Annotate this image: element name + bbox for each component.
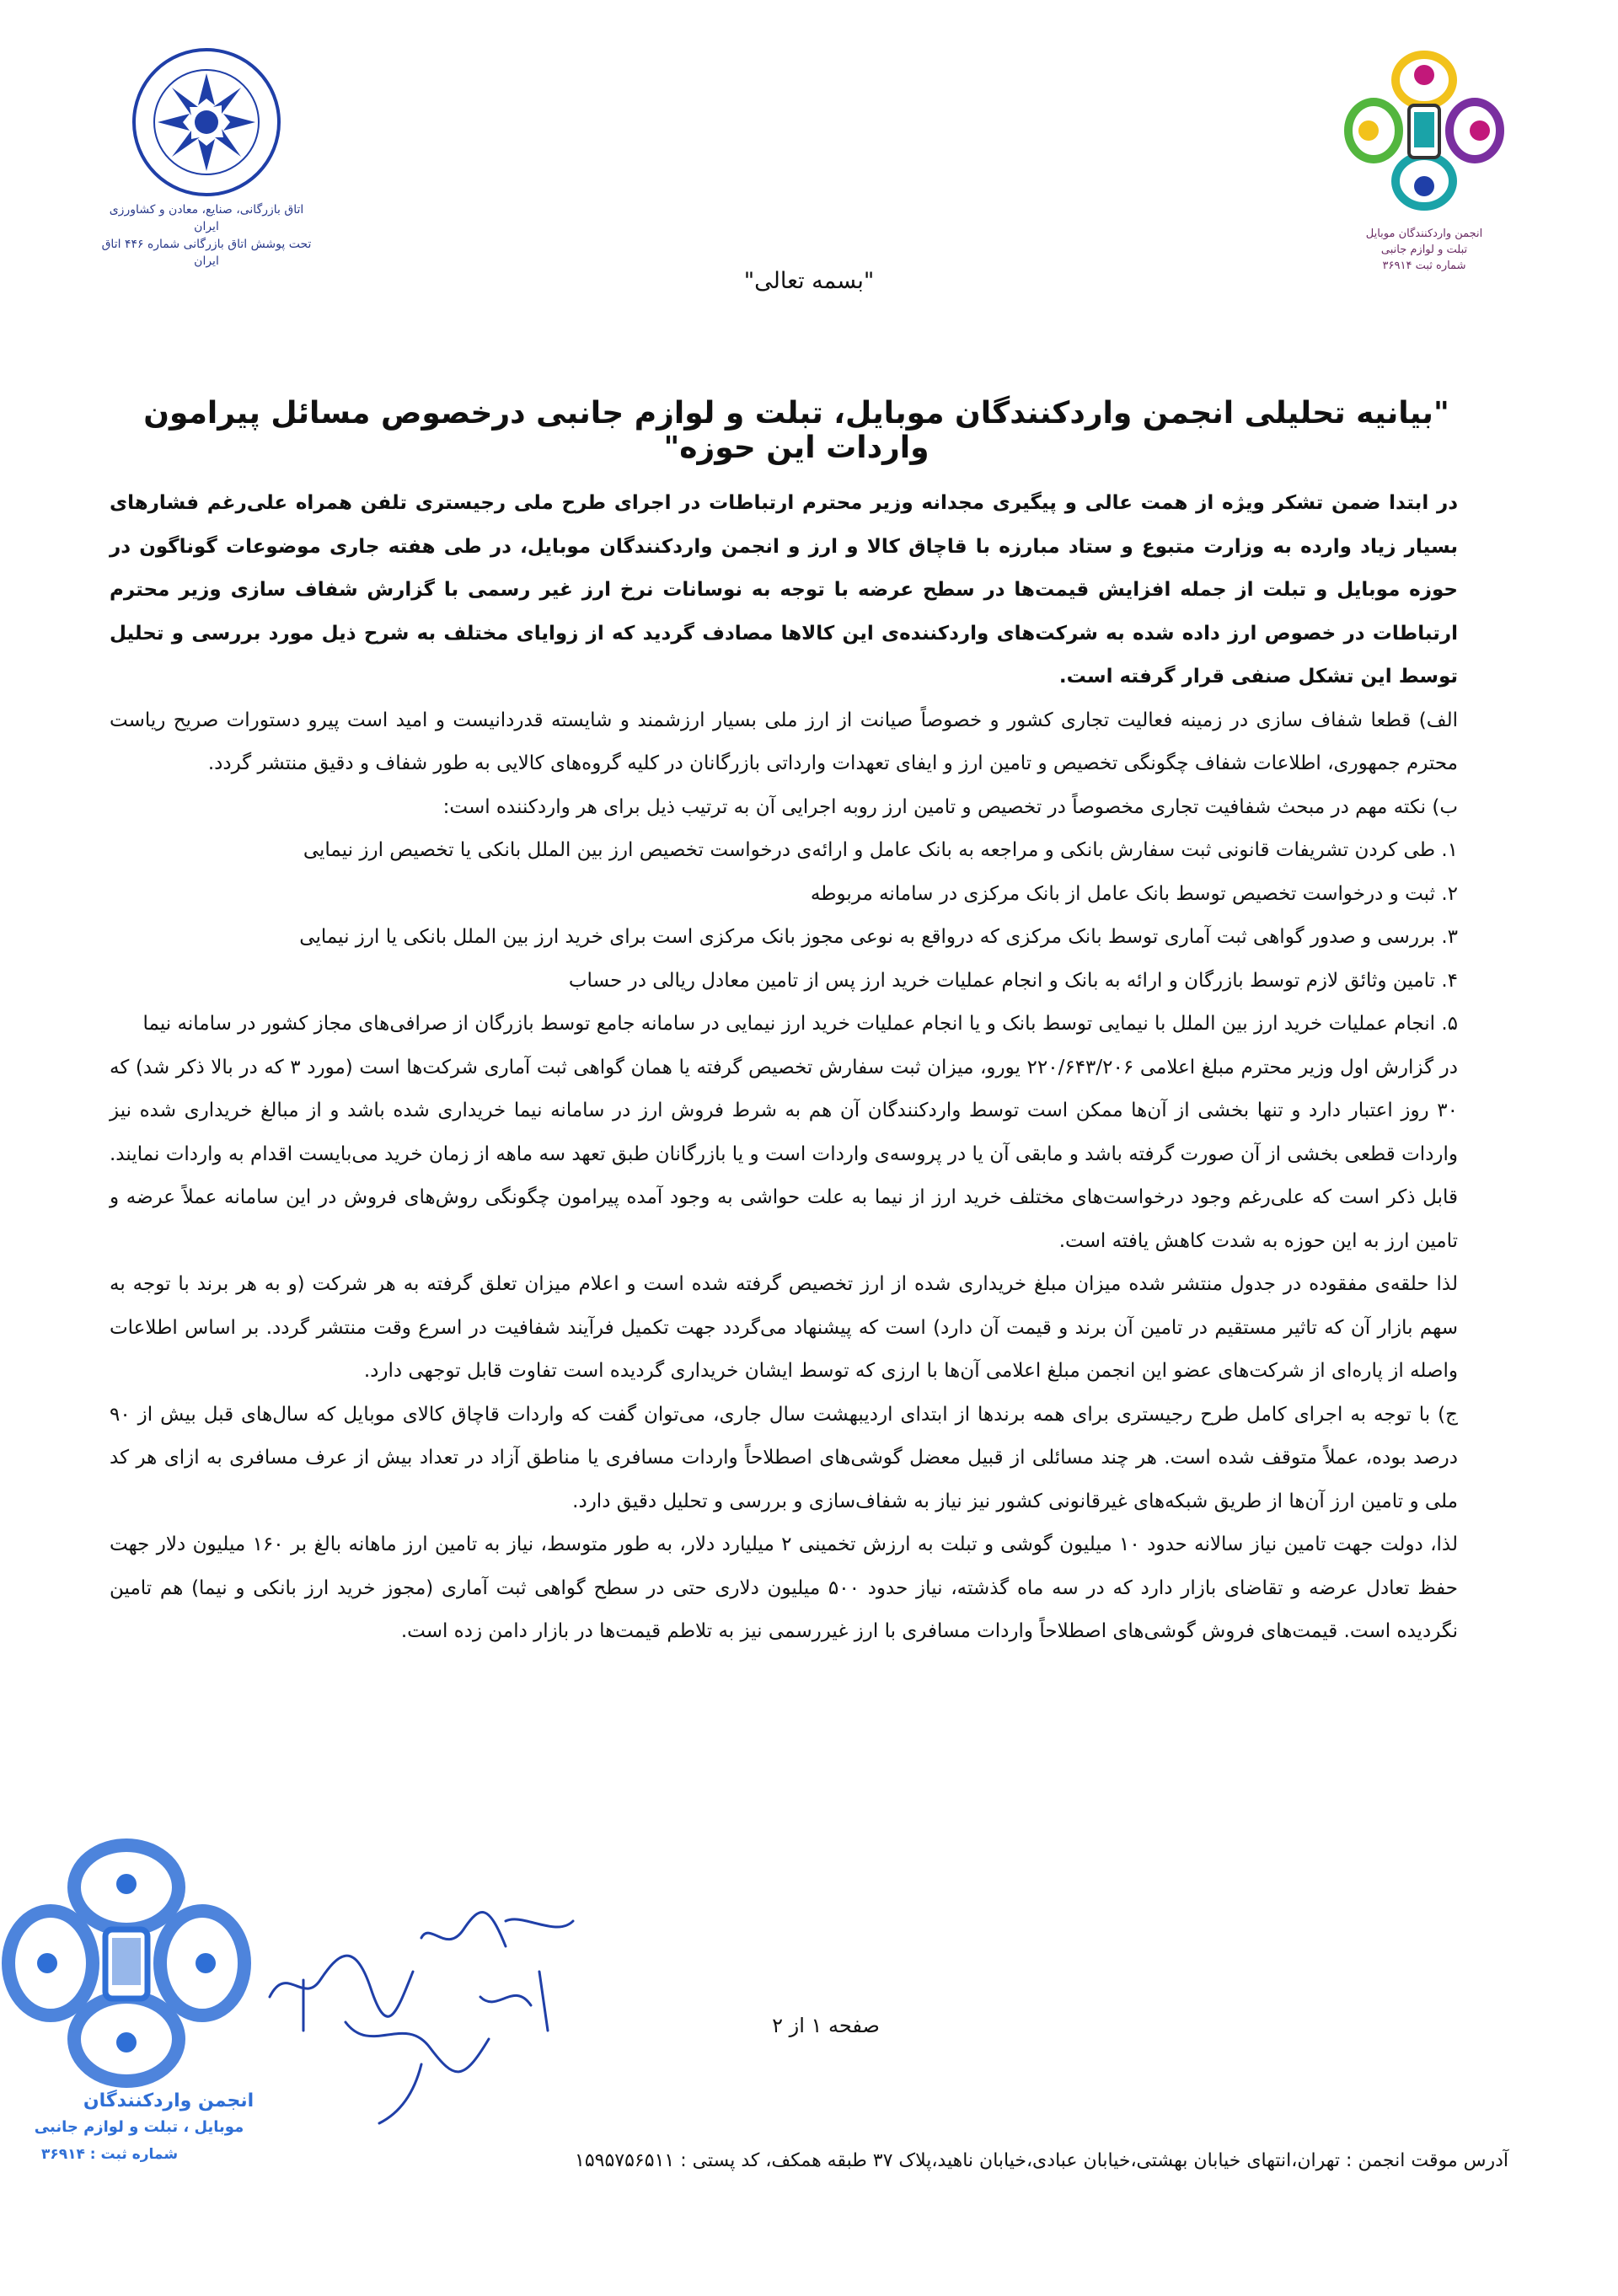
- paragraph-intro: در ابتدا ضمن تشکر ویژه از همت عالی و پیگیری مجدانه وزیر محترم ارتباطات در اجرای طرح ملی رجیستری تلفن همراه علی‌رغم فشارهای بسیار زیاد وارده به وزارت متبوع و ستاد مبارزه با قاچاق کالا و ارز و انجمن واردکنندگان موبایل، در طی هفته جاری موضوعات گوناگون در حوزه موبایل و تبلت از جمله افزایش قیمت‌ها در سطح عرضه با توجه به نوسانات نرخ ارز غیر رسمی با گزارش شفاف سازی وزیر محترم ارتباطات در خصوص ارز داده شده به شرکت‌های واردکننده‌ی این کالاها مصادف گردید که از زوایای مختلف به شرح ذیل مورد بررسی و تحلیل توسط این تشکل صنفی قرار گرفته است.: [110, 492, 1458, 688]
- paragraph-alef: الف) قطعا شفاف سازی در زمینه فعالیت تجاری کشور و خصوصاً صیانت از ارز ملی بسیار ارزشمند و شایسته قدردانیست و امید است پیرو دستورات صریح ریاست محترم جمهوری، اطلاعات شفاف چگونگی تخصیص و تامین ارز و ایفای تعهدات وارداتی بازرگانان در کلیه گروه‌های کالایی به طور شفاف و دقیق منتشر گردد.: [110, 709, 1458, 774]
- stamp-text-2: موبایل ، تبلت و لوازم جانبی: [34, 2118, 244, 2136]
- list-item-5: ۵. انجام عملیات خرید ارز بین الملل با نیمایی توسط بانک و یا انجام عملیات خرید ارز نیمایی در سامانه جامع توسط بازرگان از صرافی‌های مجاز کشور در سامانه نیما: [142, 1013, 1458, 1035]
- paragraph-missing-link: لذا حلقه‌ی مفقوده در جدول منتشر شده میزان مبلغ خریداری شده از ارز تخصیص گرفته شده است و اعلام میزان تعلق گرفته به هر شرکت (و به هر برند با توجه به سهم بازار آن که تاثیر مستقیم در تامین آن برند و قیمت آن دارد) است که پیشنهاد می‌گردد جهت تکمیل فرآیند شفافیت در اسرع وقت منتشر گردد. بر اساس اطلاعات واصله از پاره‌ای از شرکت‌های عضو این انجمن مبلغ اعلامی آن‌ها با ارزی که توسط ایشان خریداری گردیده است تفاوت قابل توجهی دارد.: [110, 1273, 1458, 1382]
- signature-icon: [253, 1887, 607, 2132]
- footer-address: آدرس موقت انجمن : تهران،انتهای خیابان بهشتی،خیابان عبادی،خیابان ناهید،پلاک ۳۷ طبقه همکف، کد پستی : ۱۵۹۵۷۵۶۵۱۱: [575, 2150, 1508, 2171]
- stamp-text-3: شماره ثبت : ۳۶۹۱۴: [40, 2146, 179, 2163]
- stamp-text-1: انجمن واردکنندگان: [83, 2090, 254, 2111]
- association-logo-icon: [1340, 46, 1508, 223]
- list-item-3: ۳. بررسی و صدور گواهی ثبت آماری توسط بانک مرکزی که درواقع به نوعی مجوز بانک مرکزی است برای خرید ارز بین الملل بانکی یا ارز نیمایی: [299, 926, 1458, 948]
- list-item-1: ۱. طی کردن تشریفات قانونی ثبت سفارش بانکی و مراجعه به بانک عامل و ارائه‌ی درخواست تخصیص ارز بین الملل بانکی یا تخصیص ارز نیمایی: [303, 839, 1458, 861]
- list-item-2: ۲. ثبت و درخواست تخصیص توسط بانک عامل از بانک مرکزی در سامانه مربوطه: [810, 882, 1458, 905]
- association-logo: [1323, 46, 1525, 299]
- bismillah: "بسمه تعالی": [743, 268, 875, 294]
- paragraph-be: ب) نکته مهم در مبحث شفافیت تجاری مخصوصاً در تخصیص و تامین ارز روبه اجرایی آن به ترتیب ذیل برای هر واردکننده است:: [442, 795, 1458, 818]
- chamber-caption-1: اتاق بازرگانی، صنایع، معادن و کشاورزی ایران: [109, 203, 304, 234]
- association-caption-1: انجمن واردکنندگان موبایل: [1365, 227, 1483, 240]
- page-number: صفحه ۱ از ۲: [772, 2014, 880, 2037]
- chamber-seal-icon: [131, 46, 282, 198]
- document-body: [110, 482, 1458, 1654]
- paragraph-report: در گزارش اول وزیر محترم مبلغ اعلامی ۲۲۰/۶۴۳/۲۰۶ یورو، میزان ثبت سفارش تخصیص گرفته یا همان گواهی ثبت آماری شرکت‌ها است (مورد ۳ که در بالا ذکر شد) که ۳۰ روز اعتبار دارد و تنها بخشی از آن‌ها ممکن است توسط واردکنندگان آن هم به شرط فروش ارز در سامانه نیما خریداری شده باشد و از مبالغ خریداری شده نیز واردات قطعی بخشی از آن صورت گرفته باشد و مابقی آن یا در پروسه‌ی واردات است و یا بازرگانان طبق تعهد سه ماهه از زمان خرید می‌بایست اقدام به واردات نمایند. قابل ذکر است که علی‌رغم وجود درخواست‌های مختلف خرید ارز از نیما به علت حواشی به وجود آمده پیرامون چگونگی روش‌های فروش در این سامانه عملاً عرضه و تامین ارز به این حوزه به شدت کاهش یافته است.: [110, 1056, 1459, 1252]
- handwritten-signature: [253, 1887, 607, 2132]
- association-caption-3: شماره ثبت ۳۶۹۱۴: [1382, 259, 1466, 272]
- association-caption-2: تبلت و لوازم جانبی: [1380, 243, 1468, 256]
- paragraph-conclusion: لذا، دولت جهت تامین نیاز سالانه حدود ۱۰ میلیون گوشی و تبلت به ارزش تخمینی ۲ میلیارد دلار، به طور متوسط، نیاز به تامین ارز ماهانه بالغ بر ۱۶۰ میلیون دلار جهت حفظ تعادل عرضه و تقاضای بازار دارد که در سه ماه گذشته، نیاز حدود ۵۰۰ میلیون دلاری حتی در سطح گواهی ثبت آماری (مجوز خرید ارز بانکی و نیما) هم تامین نگردیده است. قیمت‌های فروش گوشی‌های اصطلاحاً واردات مسافری با ارز غیررسمی نیز به تلاطم قیمت‌ها در بازار دامن زده است.: [110, 1533, 1459, 1642]
- document-title: "بیانیه تحلیلی انجمن واردکنندگان موبایل، تبلت و لوازم جانبی درخصوص مسائل پیرامون واردات این حوزه": [143, 396, 1449, 465]
- chamber-seal-logo: [97, 46, 316, 299]
- chamber-caption-2: تحت پوشش اتاق بازرگانی شماره ۴۴۶ اتاق ایران: [101, 237, 312, 268]
- paragraph-jim: ج) با توجه به اجرای کامل طرح رجیستری برای همه برندها از ابتدای اردیبهشت سال جاری، می‌توان گفت که واردات قاچاق کالای موبایل که سال‌های قبل بیش از ۹۰ درصد بوده، عملاً متوقف شده است. هر چند مسائلی از قبیل معضل گوشی‌های اصطلاحاً واردات مسافری یا مناطق آزاد در تعداد بیش از عرف مسافری به ازای هر کد ملی و تامین ارز آن‌ها از طریق شبکه‌های غیرقانونی کشور نیز نیاز به شفاف‌سازی و بررسی و تحلیل دقیق دارد.: [110, 1403, 1458, 1512]
- list-item-4: ۴. تامین وثائق لازم توسط بازرگان و ارائه به بانک و انجام عملیات خرید ارز پس از تامین معادل ریالی در حساب: [568, 969, 1458, 992]
